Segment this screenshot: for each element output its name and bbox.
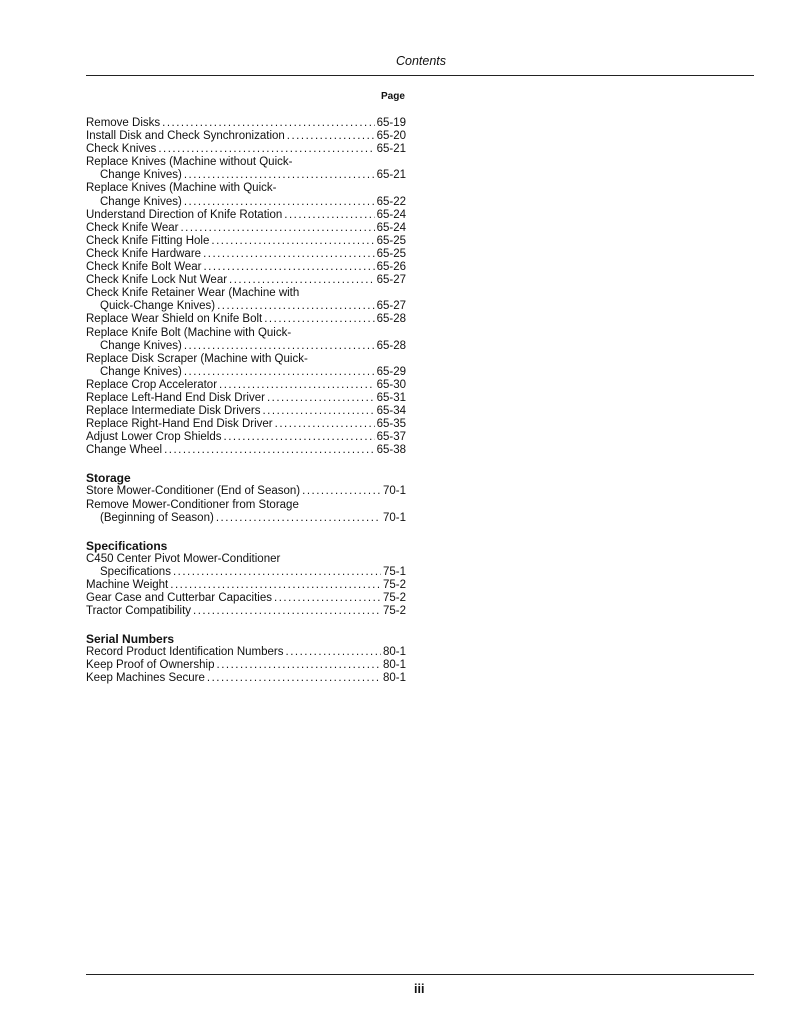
toc-entry[interactable] <box>86 130 406 143</box>
dot-leader <box>164 444 375 457</box>
dot-leader <box>158 143 374 156</box>
toc-entry-page: 65-35 <box>376 418 406 431</box>
toc-entry-title: Gear Case and Cutterbar Capacities <box>86 592 273 604</box>
toc-entry[interactable] <box>86 659 406 672</box>
toc-entry-title: (Beginning of Season) <box>100 511 214 524</box>
toc-entry-title: Change Knives) <box>100 339 182 352</box>
toc-entry-page: 65-20 <box>376 130 406 143</box>
dot-leader <box>193 605 381 618</box>
dot-leader <box>284 209 374 222</box>
toc-entry-title: Change Wheel <box>86 444 163 457</box>
toc-entry[interactable] <box>86 592 406 605</box>
toc-entry[interactable] <box>86 431 406 444</box>
toc-section <box>86 117 406 457</box>
toc-entry-title: Keep Proof of Ownership <box>86 659 215 672</box>
toc-entry-title: Check Knife Bolt Wear <box>86 261 202 274</box>
toc-entry-title: Specifications <box>100 565 171 578</box>
toc-entry[interactable] <box>86 444 406 457</box>
toc-entry[interactable] <box>86 499 406 525</box>
toc-entry-title: Replace Wear Shield on Knife Bolt <box>86 313 263 326</box>
dot-leader <box>180 222 374 235</box>
toc-entry[interactable] <box>86 143 406 156</box>
dot-leader <box>229 274 375 287</box>
toc-entry-page: 65-25 <box>376 247 406 260</box>
table-of-contents <box>86 117 406 685</box>
toc-section <box>86 633 406 685</box>
toc-entry-title: Replace Intermediate Disk Drivers <box>86 405 261 418</box>
toc-entry-page: 65-19 <box>376 117 406 129</box>
toc-entry[interactable] <box>86 327 406 353</box>
dot-leader <box>274 592 381 605</box>
toc-entry-title: Replace Knives (Machine with Quick- <box>86 182 277 195</box>
toc-entry-title: Replace Left-Hand End Disk Driver <box>86 391 265 404</box>
toc-entry-page: 65-21 <box>376 143 406 156</box>
toc-entry-title: Machine Weight <box>86 578 169 591</box>
header-divider <box>86 75 754 76</box>
toc-entry-title: Replace Knives (Machine without Quick- <box>86 156 293 169</box>
toc-entry-title: Keep Machines Secure <box>86 672 205 685</box>
toc-entry-title: Replace Right-Hand End Disk Driver <box>86 418 273 431</box>
toc-entry-title: Check Knife Fitting Hole <box>86 234 210 247</box>
toc-entry-title: Install Disk and Check Synchronization <box>86 130 285 143</box>
dot-leader <box>264 313 374 326</box>
toc-entry[interactable] <box>86 579 406 592</box>
toc-entry[interactable] <box>86 222 406 235</box>
toc-entry[interactable] <box>86 248 406 261</box>
toc-entry[interactable] <box>86 261 406 274</box>
toc-entry-title: Replace Disk Scraper (Machine with Quick- <box>86 352 308 365</box>
toc-entry[interactable] <box>86 646 406 659</box>
dot-leader <box>267 392 375 405</box>
toc-section <box>86 472 406 524</box>
toc-entry-page: 65-21 <box>376 169 406 182</box>
toc-entry-page: 65-27 <box>376 300 406 313</box>
dot-leader <box>184 366 375 379</box>
toc-entry[interactable] <box>86 209 406 222</box>
toc-entry-page: 70-1 <box>382 485 406 498</box>
toc-entry[interactable] <box>86 274 406 287</box>
header-title: Contents <box>396 54 447 68</box>
toc-entry[interactable] <box>86 379 406 392</box>
toc-entry[interactable] <box>86 182 406 208</box>
dot-leader <box>217 659 381 672</box>
dot-leader <box>262 405 374 418</box>
toc-entry-page: 65-38 <box>376 444 406 457</box>
toc-entry[interactable] <box>86 553 406 579</box>
toc-entry-page: 65-30 <box>376 378 406 391</box>
toc-entry[interactable] <box>86 605 406 618</box>
toc-entry-page: 65-37 <box>376 431 406 444</box>
dot-leader <box>216 512 381 525</box>
toc-entry-title: Replace Crop Accelerator <box>86 378 218 391</box>
toc-entry-page: 65-28 <box>376 313 406 326</box>
toc-entry-page: 65-22 <box>376 195 406 208</box>
toc-entry-title: Tractor Compatibility <box>86 605 192 618</box>
toc-entry-page: 65-31 <box>376 391 406 404</box>
dot-leader <box>224 431 375 444</box>
toc-entry-page: 70-1 <box>382 511 406 524</box>
toc-entry-title: Change Knives) <box>100 195 182 208</box>
dot-leader <box>275 418 375 431</box>
toc-entry[interactable] <box>86 117 406 130</box>
toc-entry-page: 75-2 <box>382 605 406 618</box>
toc-entry-title: Adjust Lower Crop Shields <box>86 431 222 444</box>
toc-entry-page: 80-1 <box>382 672 406 685</box>
section-heading: Serial Numbers <box>86 632 175 647</box>
toc-entry[interactable] <box>86 418 406 431</box>
toc-entry[interactable] <box>86 156 406 182</box>
section-heading: Storage <box>86 471 131 486</box>
toc-entry-page: 65-26 <box>376 261 406 274</box>
toc-entry-page: 65-27 <box>376 274 406 287</box>
toc-section <box>86 540 406 618</box>
dot-leader <box>287 130 375 143</box>
toc-entry-page: 75-2 <box>382 592 406 604</box>
toc-entry-page: 65-24 <box>376 221 406 234</box>
toc-entry-title: Change Knives) <box>100 169 182 182</box>
toc-entry-page: 80-1 <box>382 659 406 672</box>
toc-entry-page: 65-29 <box>376 365 406 378</box>
dot-leader <box>173 566 381 579</box>
dot-leader <box>211 235 374 248</box>
dot-leader <box>184 169 375 182</box>
dot-leader <box>286 646 381 659</box>
footer-page-number: iii <box>414 982 425 996</box>
dot-leader <box>203 248 375 261</box>
toc-entry-page: 75-1 <box>382 565 406 578</box>
toc-entry-page: 75-2 <box>382 578 406 591</box>
toc-entry-title: Check Knife Hardware <box>86 247 202 260</box>
toc-entry-page: 65-34 <box>376 405 406 418</box>
dot-leader <box>184 340 375 353</box>
toc-entry-title: Change Knives) <box>100 365 182 378</box>
dot-leader <box>203 261 374 274</box>
toc-entry[interactable] <box>86 392 406 405</box>
dot-leader <box>170 579 381 592</box>
dot-leader <box>219 379 375 392</box>
section-heading: Specifications <box>86 538 168 553</box>
toc-entry[interactable] <box>86 353 406 379</box>
toc-entry-title: Quick-Change Knives) <box>100 300 216 313</box>
toc-entry-page: 80-1 <box>382 646 406 659</box>
toc-entry[interactable] <box>86 287 406 313</box>
dot-leader <box>162 117 374 130</box>
dot-leader <box>217 300 375 313</box>
toc-entry[interactable] <box>86 405 406 418</box>
dot-leader <box>302 485 381 498</box>
dot-leader <box>207 672 381 685</box>
toc-entry[interactable] <box>86 235 406 248</box>
toc-entry-title: Understand Direction of Knife Rotation <box>86 208 283 221</box>
toc-entry-title: Remove Disks <box>86 117 161 129</box>
toc-entry-page: 65-28 <box>376 339 406 352</box>
toc-entry-title: Record Product Identification Numbers <box>86 646 284 659</box>
toc-entry-title: Check Knives <box>86 143 157 156</box>
toc-entry-title: Check Knife Wear <box>86 221 179 234</box>
footer-divider <box>86 974 754 975</box>
toc-entry-title: C450 Center Pivot Mower-Conditioner <box>86 552 281 565</box>
toc-entry[interactable] <box>86 313 406 326</box>
toc-entry-page: 65-24 <box>376 208 406 221</box>
toc-entry-title: Remove Mower-Conditioner from Storage <box>86 498 299 511</box>
toc-entry-title: Replace Knife Bolt (Machine with Quick- <box>86 326 292 339</box>
toc-entry[interactable] <box>86 485 406 498</box>
toc-entry-page: 65-25 <box>376 234 406 247</box>
toc-entry-title: Store Mower-Conditioner (End of Season) <box>86 485 301 498</box>
toc-entry-title: Check Knife Lock Nut Wear <box>86 274 228 287</box>
toc-entry-title: Check Knife Retainer Wear (Machine with <box>86 287 300 300</box>
toc-entry[interactable] <box>86 672 406 685</box>
page-column-label: Page <box>381 91 405 102</box>
dot-leader <box>184 196 375 209</box>
